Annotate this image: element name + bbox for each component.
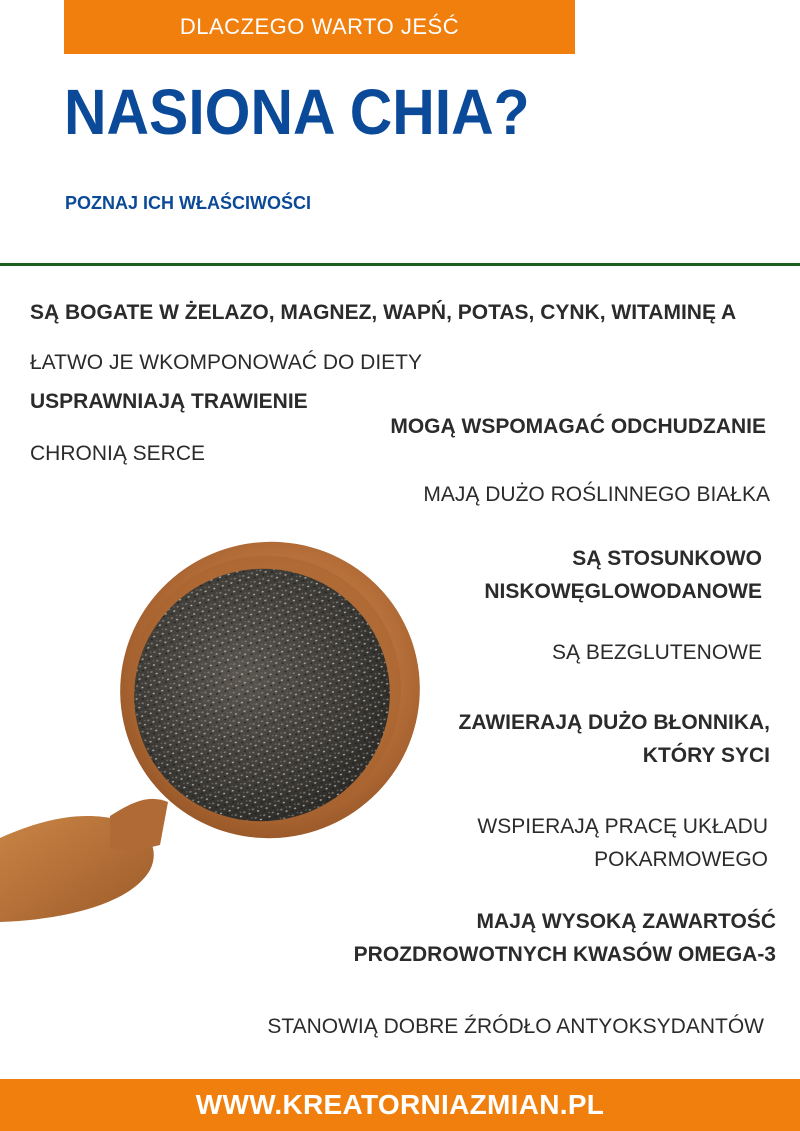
fact-fiber-line1: ZAWIERAJĄ DUŻO BŁONNIKA,	[458, 711, 770, 734]
fact-fiber	[459, 706, 771, 772]
fact-protein: MAJĄ DUŻO ROŚLINNEGO BIAŁKA	[423, 483, 770, 506]
fact-digestion: USPRAWNIAJĄ TRAWIENIE	[30, 390, 308, 413]
fact-lowcarb-line1: SĄ STOSUNKOWO	[572, 547, 762, 570]
banner-text: DLACZEGO WARTO JEŚĆ	[179, 14, 460, 39]
page-title: NASIONA CHIA?	[64, 76, 530, 148]
fact-minerals: SĄ BOGATE W ŻELAZO, MAGNEZ, WAPŃ, POTAS, CYNK, WITAMINĘ A	[30, 301, 737, 324]
chia-spoon-image	[0, 520, 420, 940]
fact-antioxidants: STANOWIĄ DOBRE ŹRÓDŁO ANTYOKSYDANTÓW	[267, 1015, 764, 1038]
fact-digestive-line1: WSPIERAJĄ PRACĘ UKŁADU	[477, 815, 768, 838]
page-subtitle: POZNAJ ICH WŁAŚCIWOŚCI	[65, 193, 311, 213]
fact-heart: CHRONIĄ SERCE	[30, 442, 206, 465]
fact-omega-line1: MAJĄ WYSOKĄ ZAWARTOŚĆ	[476, 910, 776, 933]
fact-fiber-line2: KTÓRY SYCI	[642, 744, 770, 767]
fact-diet: ŁATWO JE WKOMPONOWAĆ DO DIETY	[30, 351, 423, 374]
fact-omega-line2: PROZDROWOTNYCH KWASÓW OMEGA-3	[353, 943, 776, 966]
fact-digestive-line2: POKARMOWEGO	[594, 848, 768, 871]
footer-url-link[interactable]: WWW.KREATORNIAZMIAN.PL	[195, 1089, 605, 1120]
fact-gluten: SĄ BEZGLUTENOWE	[551, 641, 762, 664]
footer-banner	[0, 1079, 800, 1131]
wooden-spoon-icon	[0, 520, 420, 940]
fact-digestive	[477, 810, 768, 876]
fact-lowcarb-line2: NISKOWĘGLOWODANOWE	[484, 580, 762, 603]
fact-slimming: MOGĄ WSPOMAGAĆ ODCHUDZANIE	[390, 415, 766, 438]
top-banner	[64, 0, 575, 54]
divider	[0, 263, 800, 266]
fact-lowcarb	[484, 542, 762, 608]
